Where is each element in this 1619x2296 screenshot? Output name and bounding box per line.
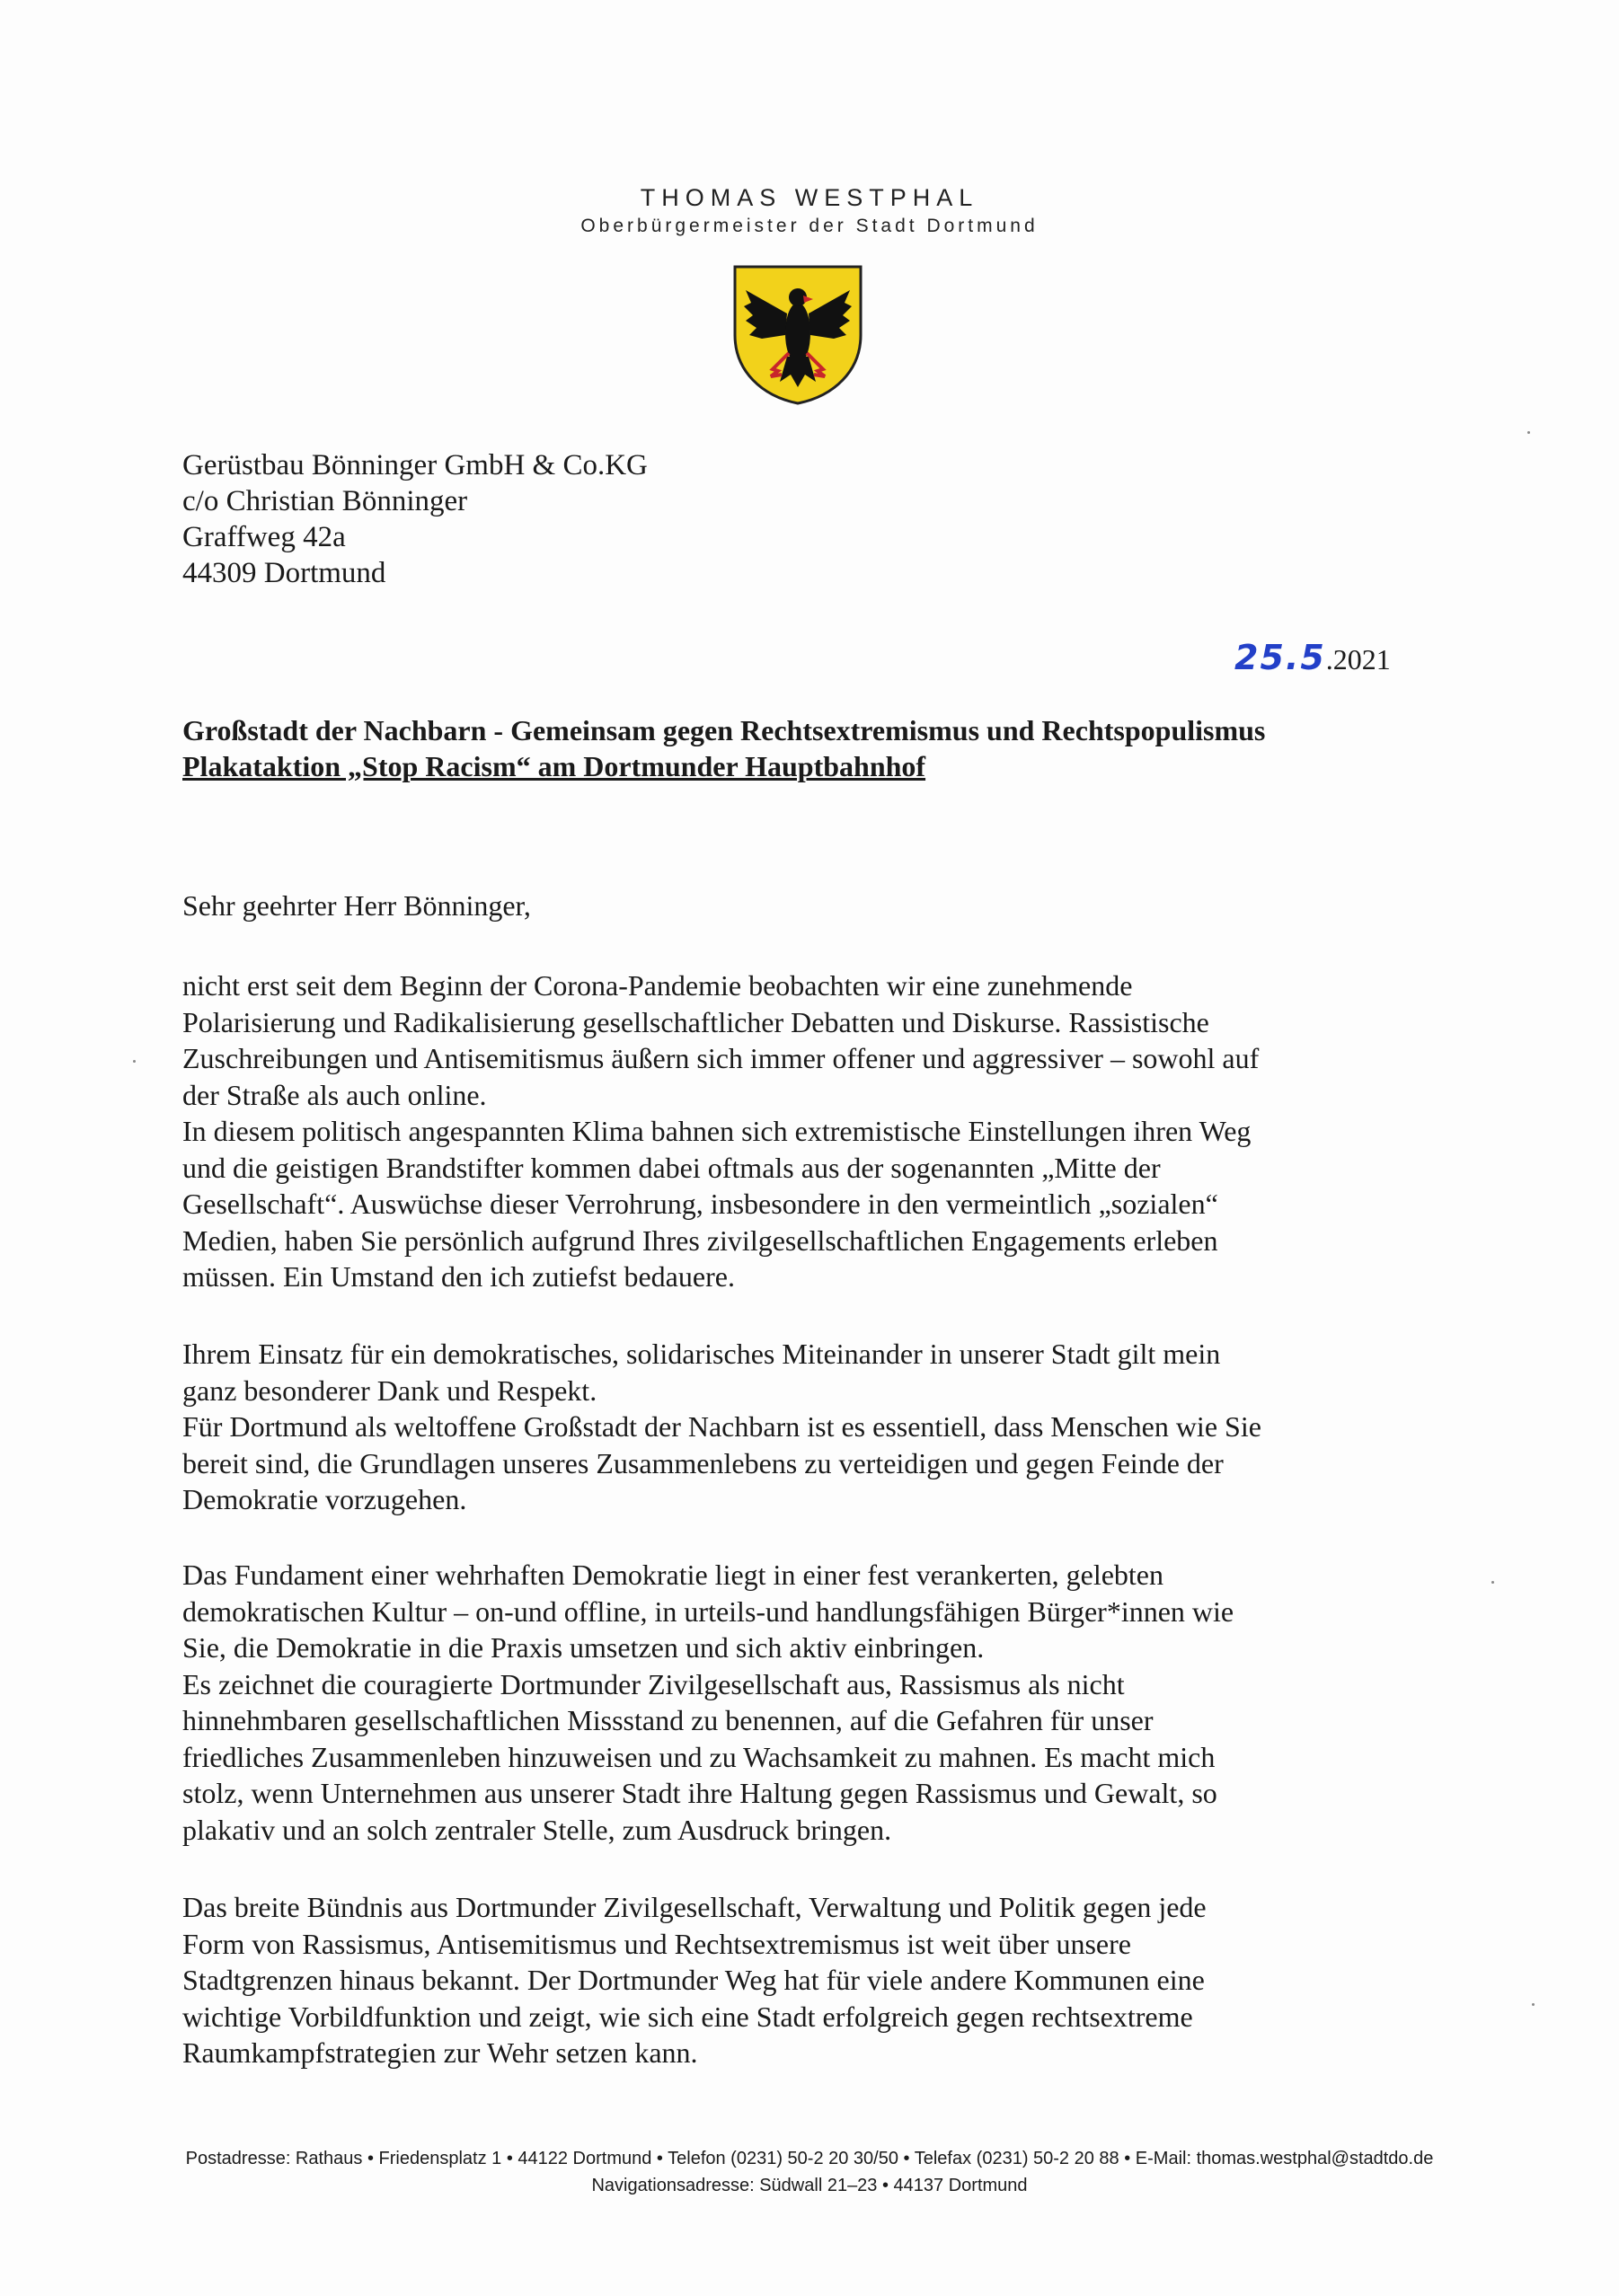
text-line: bereit sind, die Grundlagen unseres Zusammenlebens zu verteidigen und gegen Feinde der xyxy=(182,1446,1224,1479)
dortmund-eagle-crest-icon xyxy=(726,263,870,407)
text-line: Für Dortmund als weltoffene Großstadt der Nachbarn ist es essentiell, dass Menschen wie Sie xyxy=(182,1410,1261,1443)
text-line: wichtige Vorbildfunktion und zeigt, wie sich eine Stadt erfolgreich gegen rechtsextreme xyxy=(182,2000,1193,2033)
subject-underlined-line: Plakataktion „Stop Racism“ am Dortmunder Hauptbahnhof xyxy=(182,750,926,782)
text-line: Zuschreibungen und Antisemitismus äußern sich immer offener und aggressiver – sowohl auf xyxy=(182,1042,1260,1074)
text-line: der Straße als auch online. xyxy=(182,1078,487,1111)
scan-speck xyxy=(1532,2003,1535,2006)
footer-postal-address: Postadresse: Rathaus • Friedensplatz 1 • 44122 Dortmund • Telefon (0231) 50-2 20 30/50 • Telefax (0231) 50-2 20 88 • E-Mail: thomas.westphal@stadtdo.de xyxy=(185,2149,1434,2168)
text-line: Form von Rassismus, Antisemitismus und Rechtsextremismus ist weit über unsere xyxy=(182,1927,1131,1960)
text-line: und die geistigen Brandstifter kommen dabei oftmals aus der sogenannten „Mitte der xyxy=(182,1151,1161,1184)
text-line: Das breite Bündnis aus Dortmunder Zivilgesellschaft, Verwaltung und Politik gegen jede xyxy=(182,1891,1207,1923)
recipient-address xyxy=(182,447,648,591)
handwritten-date: 25.5 xyxy=(1234,638,1326,677)
letter-date xyxy=(1234,638,1391,677)
scan-speck xyxy=(1491,1581,1494,1584)
body-paragraph-4 xyxy=(182,1889,1207,2071)
text-line: Stadtgrenzen hinaus bekannt. Der Dortmunder Weg hat für viele andere Kommunen eine xyxy=(182,1964,1205,1996)
text-line: Sie, die Demokratie in die Praxis umsetzen und sich aktiv einbringen. xyxy=(182,1631,985,1664)
text-line: friedliches Zusammenleben hinzuweisen und zu Wachsamkeit zu mahnen. Es macht mich xyxy=(182,1740,1216,1773)
letterhead-name: THOMAS WESTPHAL xyxy=(640,184,979,211)
text-line: demokratischen Kultur – on-und offline, in urteils-und handlungsfähigen Bürger*innen wie xyxy=(182,1594,1234,1628)
text-line: plakativ und an solch zentraler Stelle, zum Ausdruck bringen. xyxy=(182,1813,892,1846)
text-line: hinnehmbaren gesellschaftlichen Missstand zu benennen, auf die Gefahren für unser xyxy=(182,1704,1154,1736)
body-paragraph-1 xyxy=(182,967,1259,1295)
text-line: ganz besonderer Dank und Respekt. xyxy=(182,1373,597,1407)
letterhead-title: Oberbürgermeister der Stadt Dortmund xyxy=(580,216,1039,236)
text-line: nicht erst seit dem Beginn der Corona-Pandemie beobachten wir eine zunehmende xyxy=(182,969,1133,1002)
text-line: müssen. Ein Umstand den ich zutiefst bedauere. xyxy=(182,1260,735,1293)
scan-speck xyxy=(133,1060,136,1063)
body-paragraph-2 xyxy=(182,1336,1261,1518)
text-line: Es zeichnet die couragierte Dortmunder Zivilgesellschaft aus, Rassismus als nicht xyxy=(182,1667,1125,1700)
recipient-city: 44309 Dortmund xyxy=(182,557,386,589)
salutation: Sehr geehrter Herr Bönninger, xyxy=(182,889,531,922)
subject-line: Großstadt der Nachbarn - Gemeinsam gegen Rechtsextremismus und Rechtspopulismus xyxy=(182,714,1266,746)
footer-navigation-address: Navigationsadresse: Südwall 21–23 • 44137 Dortmund xyxy=(591,2176,1028,2195)
text-line: Demokratie vorzugehen. xyxy=(182,1483,467,1515)
recipient-company: Gerüstbau Bönninger GmbH & Co.KG xyxy=(182,449,648,481)
body-paragraph-3 xyxy=(182,1557,1234,1848)
text-line: Raumkampfstrategien zur Wehr setzen kann. xyxy=(182,2036,698,2069)
text-line: Polarisierung und Radikalisierung gesellschaftlicher Debatten und Diskurse. Rassistische xyxy=(182,1005,1209,1038)
text-line: Ihrem Einsatz für ein demokratisches, solidarisches Miteinander in unserer Stadt gilt mein xyxy=(182,1338,1221,1370)
text-line: In diesem politisch angespannten Klima bahnen sich extremistische Einstellungen ihren Weg xyxy=(182,1115,1252,1147)
scan-speck xyxy=(1527,431,1530,434)
printed-year: .2021 xyxy=(1325,643,1391,676)
recipient-contact: c/o Christian Bönninger xyxy=(182,485,468,517)
recipient-street: Graffweg 42a xyxy=(182,521,346,553)
text-line: Medien, haben Sie persönlich aufgrund Ihres zivilgesellschaftlichen Engagements erleben xyxy=(182,1223,1218,1257)
subject-block xyxy=(182,712,1265,784)
text-line: Das Fundament einer wehrhaften Demokratie liegt in einer fest verankerten, gelebten xyxy=(182,1559,1163,1591)
text-line: stolz, wenn Unternehmen aus unserer Stadt ihre Haltung gegen Rassismus und Gewalt, so xyxy=(182,1777,1217,1809)
text-line: Gesellschaft“. Auswüchse dieser Verrohrung, insbesondere in den vermeintlich „sozialen“ xyxy=(182,1188,1218,1220)
